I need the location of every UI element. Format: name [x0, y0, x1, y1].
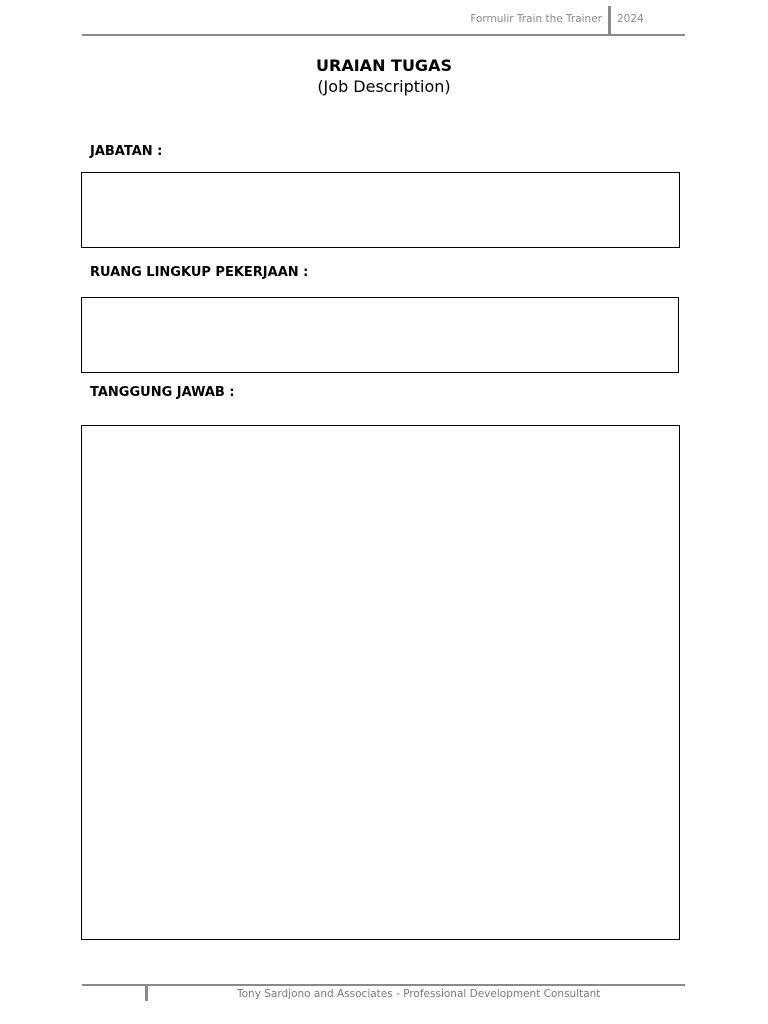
footer-rule	[82, 984, 685, 986]
jabatan-label: JABATAN :	[90, 144, 163, 159]
header-rule	[82, 34, 685, 36]
jabatan-field[interactable]	[81, 172, 680, 248]
header-year: 2024	[617, 13, 644, 25]
footer-divider	[145, 984, 148, 1001]
header-divider	[608, 6, 611, 34]
page-title: URAIAN TUGAS	[316, 56, 452, 75]
tanggung-jawab-field[interactable]	[81, 425, 680, 940]
footer-text: Tony Sardjono and Associates - Professional Development Consultant	[237, 988, 601, 1000]
ruang-lingkup-field[interactable]	[81, 297, 679, 373]
page-subtitle: (Job Description)	[317, 77, 451, 96]
ruang-lingkup-label: RUANG LINGKUP PEKERJAAN :	[90, 265, 309, 280]
tanggung-jawab-label: TANGGUNG JAWAB :	[90, 385, 235, 400]
header-document-title: Formulir Train the Trainer	[470, 13, 602, 25]
